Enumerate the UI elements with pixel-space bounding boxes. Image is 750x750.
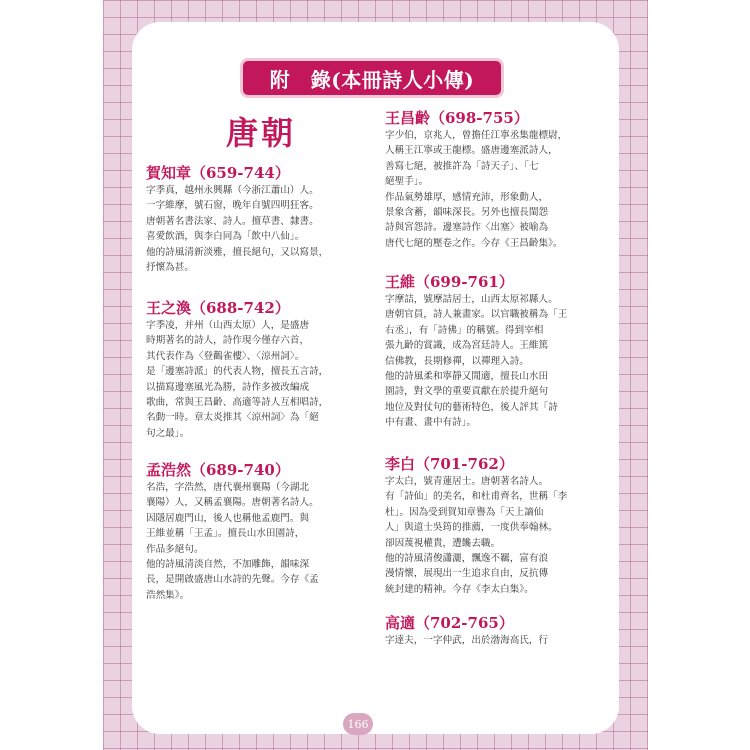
bio-line: 中有畫、畫中有詩」。 [385, 417, 477, 429]
poet-entry [385, 613, 610, 648]
bio-line: 字季真，越州永興縣（今浙江蕭山）人。 [146, 185, 319, 196]
bio-line: 時期著名的詩人，詩作現今僅存六首， [146, 335, 310, 347]
bio-line: 他的詩風清俊瀟灑，飄逸不羈，富有浪 [385, 553, 549, 565]
page-number: 166 [343, 713, 373, 735]
bio-line: 信佛教，長期修禪，以禪理入詩。 [385, 355, 529, 367]
bio-line: 字達夫，一字仲武，出於渤海高氏，行 [385, 635, 549, 646]
bio-line: 景象含蓄，韻味深長。另外也擅長閨怨 [385, 207, 549, 219]
bio-line: 統封建的精神。今存《李太白集》。 [385, 583, 534, 595]
poet-name: 李白（701-762） [385, 455, 514, 473]
bio-line: 右丞」，有「詩佛」的稱號。得到宰相 [385, 324, 544, 336]
bio-line: 浩然集》。 [146, 589, 190, 601]
poet-name: 高適（702-765） [385, 614, 514, 632]
bio-line: 他的詩風柔和寧靜又閒適，擅長山水田 [385, 371, 549, 383]
bio-line: 人」與道士吳筠的推薦，一度供奉翰林。 [385, 522, 558, 534]
bio-line: 人稱王江寧或王龍標。盛唐邊塞派詩人， [385, 145, 558, 157]
bio-line: 是「邊塞詩派」的代表人物，擅長五言詩， [146, 366, 329, 378]
poet-entry [146, 460, 372, 603]
bio-line: 喜愛飲酒，與李白同為「飲中八仙」。 [146, 231, 305, 243]
bio-line: 作品氣勢雄厚，感情充沛，形象動人， [385, 191, 549, 203]
bio-line: 他的詩風清淡自然，不加雕飾，韻味深 [146, 559, 310, 571]
bio-line: 字季凌，并州（山西太原）人，是盛唐 [146, 320, 310, 331]
bio-line: 有「詩仙」的美名，和杜甫齊名，世稱「李 [385, 491, 568, 503]
bio-line: 絕聖手」。 [385, 176, 429, 188]
bio-line: 名浩，字浩然，唐代襄州襄陽（今湖北 [146, 482, 310, 493]
poet-name: 王維（699-761） [385, 273, 514, 291]
bio-line: 長，是開啟盛唐山水詩的先聲。今存《孟 [146, 574, 319, 586]
page-title: 附 錄(本冊詩人小傳) [240, 58, 504, 98]
bio-line: 字少伯，京兆人，曾擔任江寧丞集龍標尉， [385, 130, 568, 141]
poet-entry [385, 454, 610, 597]
bio-line: 園詩，對文學的重要貢獻在於提升絕句 [385, 386, 549, 398]
bio-line: 他的詩風清新淡雅，擅長絕句，又以寫景， [146, 246, 329, 258]
bio-line: 句之最」。 [146, 427, 190, 439]
bio-line: 唐朝著名書法家、詩人。擅草書、隸書。 [146, 215, 319, 227]
poet-name: 賀知章（659-744） [146, 164, 290, 182]
bio-line: 襄陽）人，又稱孟襄陽。唐朝著名詩人。 [146, 497, 319, 509]
bio-line: 抒懷為甚。 [146, 262, 194, 274]
poet-name: 孟浩然（689-740） [146, 461, 290, 479]
bio-line: 一字維摩，號石窗，晚年自號四明狂客。 [146, 200, 319, 212]
bio-line: 杜」。因為受到賀知章譽為「天上謫仙 [385, 506, 544, 518]
bio-line: 張九齡的賞識，成為宮廷詩人。王維篤 [385, 340, 549, 352]
bio-line: 歌曲，常與王昌齡、高適等詩人互相唱詩， [146, 397, 329, 409]
poet-entry [385, 272, 610, 431]
bio-line: 詩與宮怨詩。邊塞詩作〈出塞〉被喻為 [385, 222, 549, 234]
bio-line: 字摩詰，號摩詰居士，山西太原祁縣人。 [385, 294, 558, 305]
poet-name: 王昌齡（698-755） [385, 109, 529, 127]
poet-name: 王之渙（688-742） [146, 299, 290, 317]
bio-line: 名動一時。章太炎推其〈涼州詞〉為「絕 [146, 412, 319, 424]
bio-line: 因隱居鹿門山，後人也稱他孟鹿門。與 [146, 512, 310, 524]
bio-line: 作品多絕句。 [146, 543, 204, 555]
bio-line: 唐代七絕的壓卷之作。今存《王昌齡集》。 [385, 237, 563, 249]
bio-line: 以描寫邊塞風光為勝，詩作多被改編成 [146, 381, 310, 393]
bio-line: 字太白，號青蓮居士。唐朝著名詩人。 [385, 476, 549, 487]
poet-entry [146, 298, 372, 441]
bio-line: 漫情懷，展現出一生追求自由，反抗傳 [385, 568, 549, 580]
poet-entry [385, 108, 610, 251]
poet-entry [146, 163, 372, 275]
bio-line: 唐朝官員，詩人兼畫家。以官職被稱為「王 [385, 309, 568, 321]
bio-line: 善寫七絕，被推許為「詩天子」、「七 [385, 160, 539, 172]
bio-line: 王維並稱「王孟」。擅長山水田園詩， [146, 528, 305, 540]
section-heading: 唐朝 [226, 114, 297, 152]
bio-line: 其代表作為〈登鸛雀樓〉、〈涼州詞〉。 [146, 350, 305, 362]
bio-line: 地位及對仗句的藝術特色，後人評其「詩 [385, 401, 558, 413]
bio-line: 卻因蔑視權貴，遭饞去職。 [385, 537, 501, 549]
